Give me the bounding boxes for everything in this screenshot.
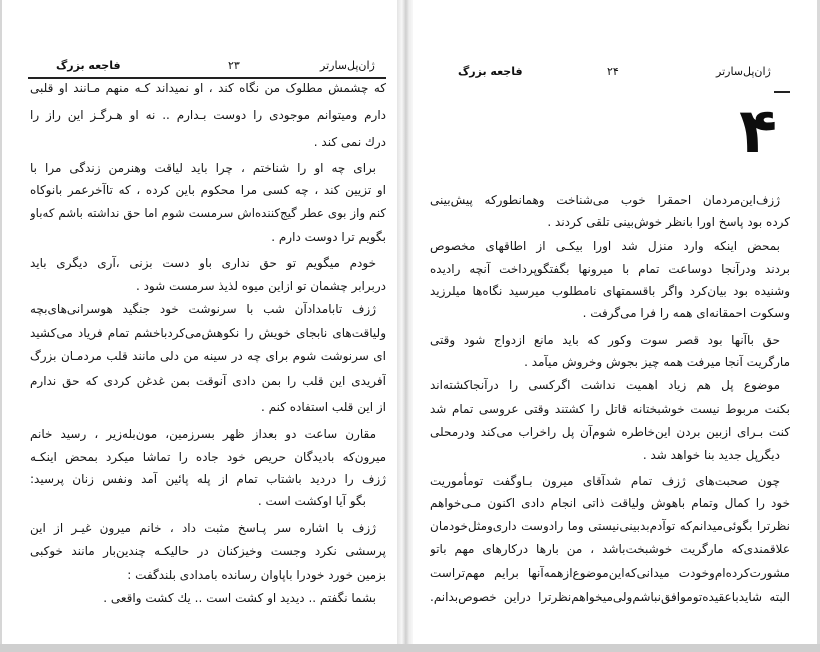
text-line: مقارن ساعت دو بعداز ظهر بسرزمین، مون‌بله‌زیر ، رسید خانم [30,427,376,441]
running-header-author: ژان‌پل‌سارتر [320,59,375,72]
text-line: وسکوت احمقانه‌ای همه را فرا می‌گرفت . [582,306,790,320]
text-line: نظرترا بگوئی‌میدانم‌که توآدم‌بدبینی‌نیستی وما رادوست داری‌ومثل‌خودمان [430,519,790,533]
text-line: چون صحبت‌های ژزف تمام شد‌آقای میرون بـاوگفت تومأموریت [430,474,780,488]
text-line: او تزیین کند ، چه کسی مرا محکوم باین کرده ، که تاآخرعمر بانوکاه [30,183,386,197]
text-line: ژزف را دردید باشتاب تمام از پله پائین آمد ونفس زنان پرسید: [30,472,386,486]
page-number: ۲۴ [607,65,619,78]
page-edge-left [0,0,2,652]
text-line: مشورت‌کرده‌ام‌وخودت میدانی‌که‌این‌موضوع‌ازهمه‌آنها برایم مهم‌تراست [430,566,790,580]
chapter-number: ۴ [739,94,777,167]
text-line: علاقمندی‌که مارگریت خوشبخت‌باشد ، من بارها درکارهای مهم باتو [430,542,790,556]
text-line: خودم میگویم تو حق نداری باو دست بزنی ،آری دیگری باید [30,256,376,270]
running-header-author: ژان‌پل‌سارتر [716,65,771,78]
text-line: بگو آیا اوکشت است . [257,494,366,508]
text-line: وشنیده بود بیان‌کرد واگر باقسمتهای نامطلوب میرسید نگاه‌ها میلرزید [430,284,790,298]
text-line: ژزف‌این‌مردمان احمقرا خوب می‌شناخت وهمانطورکه پیش‌بینی [430,193,780,207]
text-line: البته شاید‌باعقیده‌توموافق‌نباشم‌ولی‌میخواهم‌نظرترا دراین خصوص‌بدانم. [430,590,790,604]
running-header-title: فاجعه بزرگ [56,59,121,72]
text-line: کنت بـرای از‌بین بردن این‌خاطره شوم‌آن پل راخراب می‌کند ودرمحلی [430,425,790,439]
right-page-body [430,0,790,652]
text-line: دارم ومیتوانم موجودی را دوست بـدارم .. نه او هـرگـز این راز را [30,108,386,122]
text-line: میرون‌که بادیدگان حریص خود جاده را تماشا میکرد بمحض اینکـه [30,450,386,464]
text-line: خود را کمال وتمام باهوش ولیاقت ذاتی انجام دادی اکنون مـی‌خواهم [430,496,790,510]
text-line: بکنت مربوط نیست خوشبختانه قاتل را کشتند وقتی عروسی تمام شد [430,402,790,416]
text-line: مارگریت آنجا میرفت همه چیز بجوش وخروش میآمد . [524,355,790,369]
text-line: بردند ودرآنجا دوساعت تمام با میرونها بگفتگوپرداخت آنچه رادیده [430,262,790,276]
text-line: کنم واز بوی عطر گیج‌کننده‌اش سرمست شوم اما حق نداشته باشم که‌باو [30,206,386,220]
text-line: بزمین خورد خودرا باپاوان رسانده بامدادی بلندگفت : [127,568,386,582]
text-line: ژزف تابامدادآن شب با سرنوشت خود جنگید هوسرانی‌های‌بچه [30,302,376,316]
text-line: بگویم ترا دوست دارم . [271,230,386,244]
page-number: ۲۳ [228,59,240,72]
text-line: از این قلب استفاده کنم . [260,400,386,414]
running-header-title: فاجعه بزرگ [458,65,523,78]
text-line: که چشمش مطلوک من نگاه کند ، او نمیداند کـه منهم مـانند او قلبی [30,81,386,95]
book-gutter [397,0,413,652]
text-line: ای سرنوشت شوم برای چه در سینه من دلی مانند قلب مردمـان بزرگ [30,349,386,363]
text-line: پرسشی نکرد وجست وخیزکنان در حالیکـه چندین‌بار مانند خوکبی [30,544,386,558]
text-line: حق باآنها بود قصر سوت وکور که باید مانع ازدواج شود وقتی [430,333,780,347]
text-line: ژزف با اشاره سر پـاسخ مثبت داد ، خانم میرون غیـر از این [30,521,376,535]
text-line: برای چه او را شناختم ، چرا باید لیاقت وهنرمن زندگی مرا با [30,161,376,175]
text-line: بمحض اینکه وارد منزل شد اورا بیکـی از اطاقهای مخصوص [430,239,780,253]
text-line: کرده بود پاسخ اورا بانظر خوش‌بینی تلقی کردند . [547,215,790,229]
text-line: دربرابر چشمان تو ازاین میوه لذیذ سرمست شود . [135,279,386,293]
left-page-body [30,0,386,652]
text-line: ولیاقت‌های نابجای خویش را نکوهش‌می‌کردباخشم تمام فریاد می‌کشید [30,326,386,340]
text-line: درك نمی کند . [313,135,386,149]
text-line: موضوع پل هم زیاد اهمیت نداشت اگرکسی را درآنجاکشته‌اند [430,378,780,392]
text-line: آفریدی این قلب را بمن دادی آنوقت بمن غدغن کردی که حق ندارم [30,374,386,388]
text-line: بشما نگفتم .. دیدید او کشت است .. یك کشت واقعی . [103,591,376,605]
text-line: دیگرپل جدید بنا خواهد شد . [642,448,780,462]
